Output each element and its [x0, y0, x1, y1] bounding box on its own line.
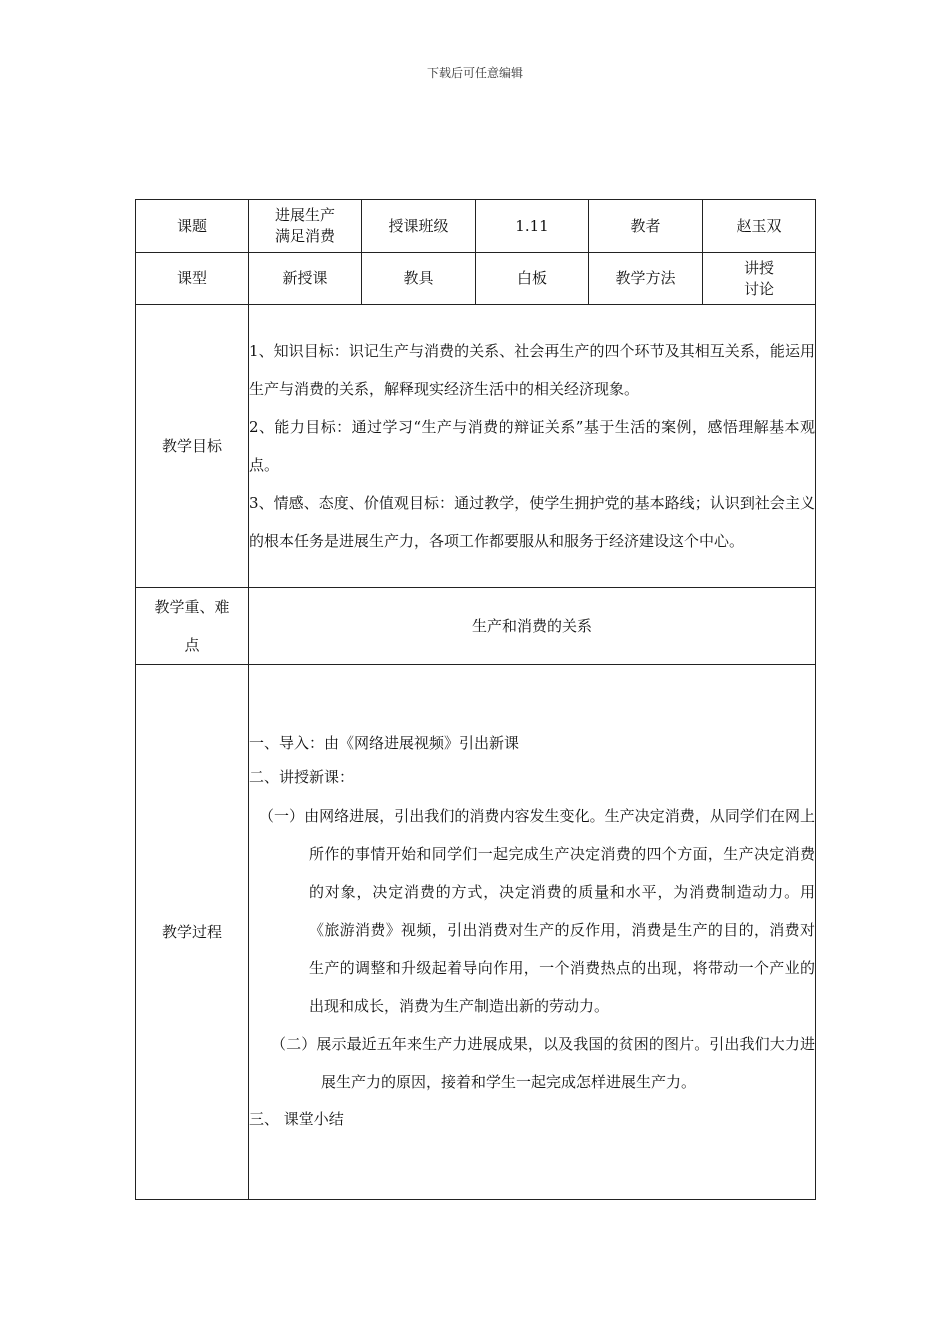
row-objectives: [136, 305, 816, 588]
header-note: 下载后可任意编辑: [426, 66, 523, 80]
process-new-lesson: 二、讲授新课：: [249, 768, 355, 786]
row-process: [136, 665, 816, 1200]
topic-value-line1: 进展生产: [274, 206, 335, 224]
process-part-1: （一）由网络进展，引出我们的消费内容发生变化。生产决定消费，从同学们在网上所作的事情开始和同学们一起完成生产决定消费的四个方面，生产决定消费的对象，决定消费的方式，决定消费的质量和水平，为消费制造动力。用《旅游消费》视频，引出消费对生产的反作用，消费是生产的目的，消费对生产的调整和升级起着导向作用，一个消费热点的出现，将带动一个产业的出现和成长，消费为生产制造出新的劳动力。: [259, 807, 815, 1015]
row-topic: [136, 200, 816, 253]
row-type: [136, 253, 816, 305]
method-value: [703, 253, 816, 305]
class-value: 1.11: [476, 200, 589, 253]
key-points-label-line1: 教学重、难: [154, 598, 230, 616]
lesson-plan-table: [135, 199, 816, 1200]
teacher-label: 教者: [589, 200, 703, 253]
tools-value: 白板: [476, 253, 589, 305]
process-content: [249, 665, 816, 1200]
process-part-2: （二）展示最近五年来生产力进展成果，以及我国的贫困的图片。引出我们大力进展生产力的原因，接着和学生一起完成怎样进展生产力。: [271, 1035, 815, 1091]
process-summary: 三、 课堂小结: [249, 1110, 344, 1128]
objective-item: 1、知识目标：识记生产与消费的关系、社会再生产的四个环节及其相互关系，能运用生产与消费的关系，解释现实经济生活中的相关经济现象。: [249, 342, 815, 398]
class-label: 授课班级: [362, 200, 476, 253]
process-label: 教学过程: [136, 665, 249, 1200]
type-value: 新授课: [249, 253, 362, 305]
key-points-label-line2: 点: [184, 636, 200, 654]
topic-label: 课题: [136, 200, 249, 253]
topic-value-line2: 满足消费: [274, 227, 335, 245]
row-key-points: [136, 588, 816, 665]
type-label: 课型: [136, 253, 249, 305]
objective-item: 2、能力目标：通过学习“生产与消费的辩证关系”基于生活的案例，感悟理解基本观点。: [249, 418, 815, 474]
objective-item: 3、情感、态度、价值观目标：通过教学，使学生拥护党的基本路线；认识到社会主义的根本任务是进展生产力，各项工作都要服从和服务于经济建设这个中心。: [249, 494, 815, 550]
teacher-value: 赵玉双: [703, 200, 816, 253]
objectives-label: 教学目标: [136, 305, 249, 588]
method-label: 教学方法: [589, 253, 703, 305]
topic-value: [249, 200, 362, 253]
process-intro: 一、导入：由《网络进展视频》引出新课: [249, 734, 520, 752]
key-points-label: [136, 588, 249, 665]
method-value-line2: 讨论: [743, 279, 774, 298]
method-value-line1: 讲授: [743, 258, 774, 277]
key-points-value: 生产和消费的关系: [249, 588, 816, 665]
tools-label: 教具: [362, 253, 476, 305]
objectives-content: [249, 305, 816, 588]
